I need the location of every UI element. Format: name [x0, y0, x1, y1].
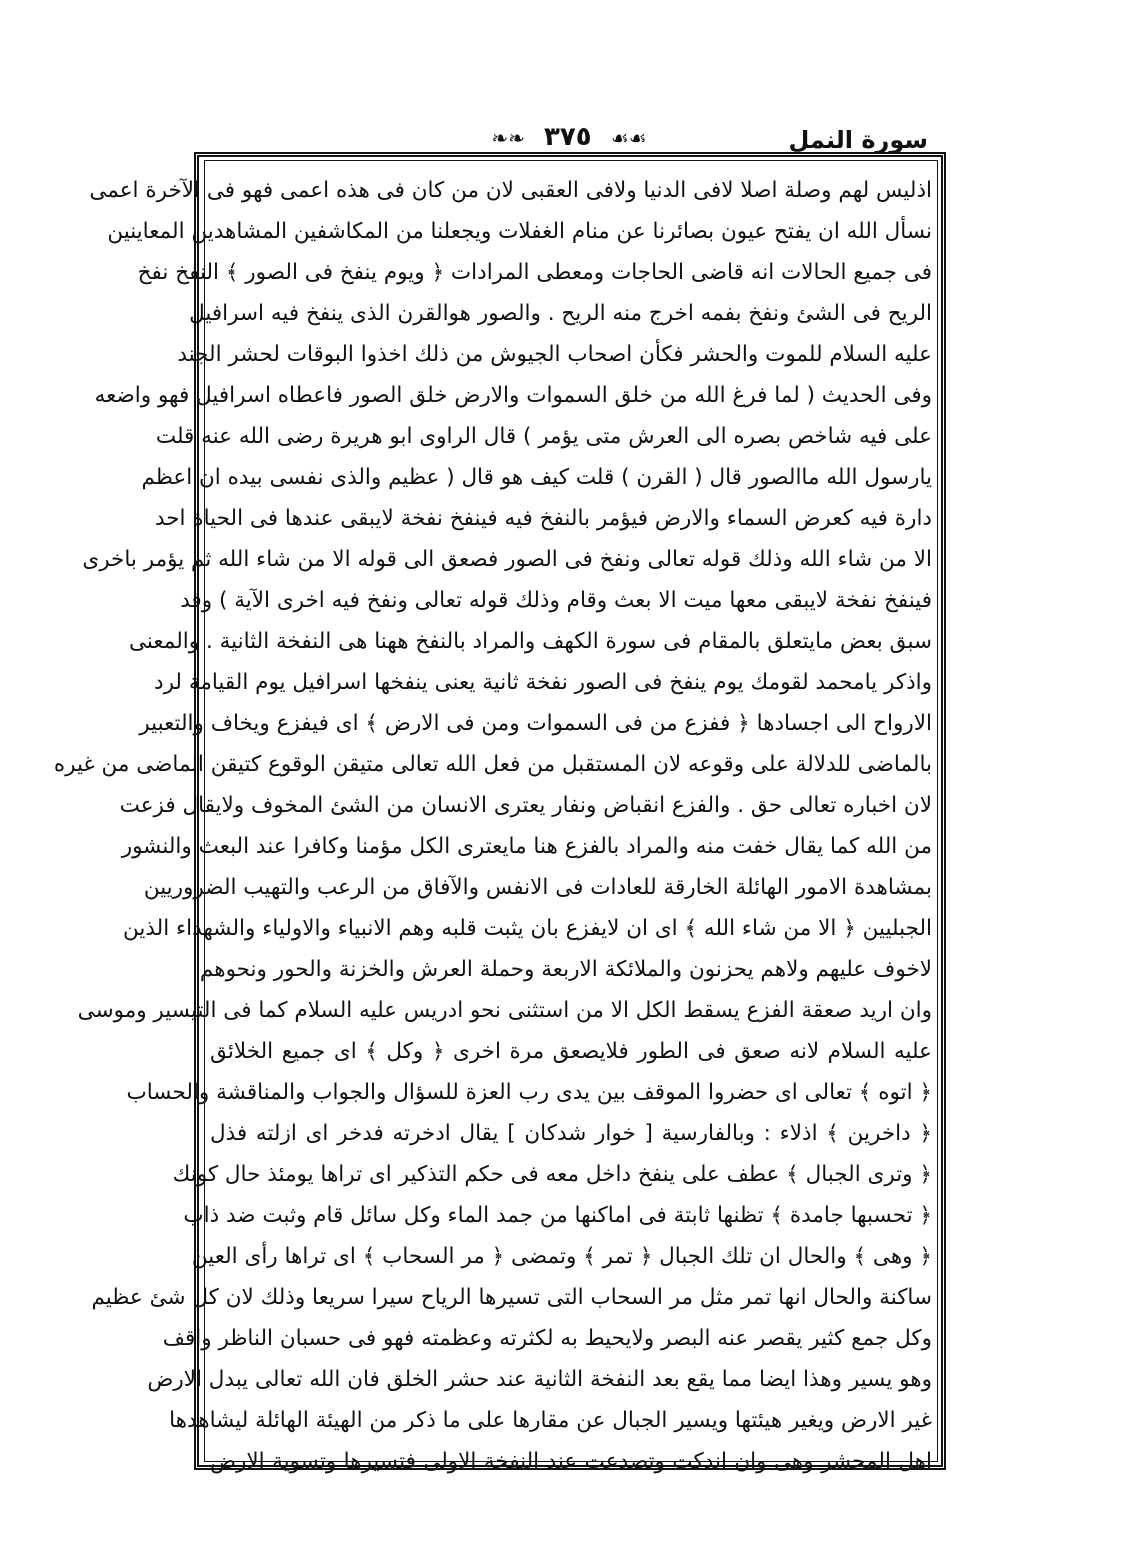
page-number-group	[491, 122, 646, 152]
text-line: على فيه شاخص بصره الى العرش متى يؤمر ) قال الراوى ابو هريرة رضى الله عنه قلت	[155, 424, 932, 449]
text-line: لاخوف عليهم ولاهم يحزنون والملائكة الاربعة وحملة العرش والخزنة والحور ونحوهم	[199, 957, 932, 982]
text-line: ﴿ وهى ﴾ والحال ان تلك الجبال ﴿ تمر ﴾ وتمضى ﴿ مر السحاب ﴾ اى تراها رأى العين	[191, 1244, 932, 1269]
text-line: اذليس لهم وصلة اصلا لافى الدنيا ولافى العقبى لان من كان فى هذه اعمى فهو فى الآخرة اعمى	[89, 178, 932, 203]
text-line: عليه السلام للموت والحشر فكأن اصحاب الجيوش من ذلك اخذوا البوقات لحشر الجند	[177, 342, 932, 367]
page-number: ٣٧٥	[544, 122, 592, 152]
text-line: وهو يسير وهذا ايضا مما يقع بعد النفخة الثانية عند حشر الخلق فان الله تعالى يبدل الارض	[147, 1367, 932, 1392]
text-line: ساكنة والحال انها تمر مثل مر السحاب التى تسيرها الرياح سيرا سريعا وذلك لان كل شئ عظيم	[91, 1285, 932, 1310]
ornament-left: ❧❧	[491, 126, 525, 150]
text-line: غير الارض ويغير هيئتها ويسير الجبال عن مقارها على ما ذكر من الهيئة الهائلة ليشاهدها	[169, 1408, 932, 1433]
text-line: الريح فى الشئ ونفخ بفمه اخرج منه الريح . والصور هوالقرن الذى ينفخ فيه اسرافيل	[189, 301, 932, 326]
text-line: دارة فيه كعرض السماء والارض فيؤمر بالنفخ فيه فينفخ نفخة لايبقى عندها فى الحياة احد	[154, 506, 932, 531]
text-line: ﴿ داخرين ﴾ اذلاء : وبالفارسية [ خوار شدكان ] يقال ادخرته فدخر اى ازلته فذل	[210, 1121, 932, 1146]
text-line: فى جميع الحالات انه قاضى الحاجات ومعطى المرادات ﴿ ويوم ينفخ فى الصور ﴾ النفخ نفخ	[137, 260, 932, 285]
text-line: بمشاهدة الامور الهائلة الخارقة للعادات فى الانفس والآفاق من الرعب والتهيب الضروريين	[143, 875, 932, 900]
text-line: واذكر يامحمد لقومك يوم ينفخ فى الصور نفخة ثانية يعنى ينفخها اسرافيل يوم القيامة لرد	[154, 670, 932, 695]
text-line: بالماضى للدلالة على وقوعه لان المستقبل من فعل الله تعالى متيقن الوقوع كتيقن الماضى من غيره	[53, 752, 932, 777]
text-line: وفى الحديث ( لما فرغ الله من خلق السموات والارض خلق الصور فاعطاه اسرافيل فهو واضعه	[94, 383, 932, 408]
surah-name: سورة النمل	[788, 126, 928, 154]
ornament-right: ☙☙	[610, 126, 647, 150]
text-line: وان اريد صعقة الفزع يسقط الكل الا من استثنى نحو ادريس عليه السلام كما فى التيسير وموسى	[77, 998, 932, 1023]
text-line: سبق بعض مايتعلق بالمقام فى سورة الكهف والمراد بالنفخ ههنا هى النفخة الثانية . والمعنى	[129, 629, 932, 654]
text-line: فينفخ نفخة لايبقى معها ميت الا بعث وقام وذلك قوله تعالى ونفخ فيه اخرى الآية ) وقد	[180, 588, 932, 613]
text-line: من الله كما يقال خفت منه والمراد بالفزع هنا مايعترى الكل مؤمنا وكافرا عند البعث والنشور	[121, 834, 932, 859]
text-line: ﴿ اتوه ﴾ تعالى اى حضروا الموقف بين يدى رب العزة للسؤال والجواب والمناقشة والحساب	[126, 1080, 932, 1105]
text-body	[53, 170, 932, 1482]
text-line: ﴿ تحسبها جامدة ﴾ تظنها ثابتة فى اماكنها من جمد الماء وكل سائل قام وثبت ضد ذاب	[183, 1203, 932, 1228]
text-line: يارسول الله ماالصور قال ( القرن ) قلت كيف هو قال ( عظيم والذى نفسى بيده ان اعظم	[141, 465, 932, 490]
text-line: نسأل الله ان يفتح عيون بصائرنا عن منام الغفلات ويجعلنا من المكاشفين المشاهدين المعاينين	[107, 219, 932, 244]
text-line: اهل المحشر وهى وان اندكت وتصدعت عند النفخة الاولى فتسيرها وتسوية الارض	[210, 1449, 932, 1474]
text-line: ﴿ وترى الجبال ﴾ عطف على ينفخ داخل معه فى حكم التذكير اى تراها يومئذ حال كونك	[172, 1162, 932, 1187]
text-line: لان اخباره تعالى حق . والفزع انقباض ونفار يعترى الانسان من الشئ المخوف ولايقال فزعت	[119, 793, 932, 818]
text-line: عليه السلام لانه صعق فى الطور فلايصعق مرة اخرى ﴿ وكل ﴾ اى جميع الخلائق	[210, 1039, 932, 1064]
text-line: الا من شاء الله وذلك قوله تعالى ونفخ فى الصور فصعق الى قوله الا من شاء الله ثم يؤمر باخرى	[82, 547, 932, 572]
text-line: الجبليين ﴿ الا من شاء الله ﴾ اى ان لايفزع بان يثبت قلبه وهم الانبياء والاولياء والشهداء الذين	[123, 916, 932, 941]
text-line: وكل جمع كثير يقصر عنه البصر ولايحيط به لكثرته وعظمته فهو فى حسبان الناظر واقف	[162, 1326, 932, 1351]
text-line: الارواح الى اجسادها ﴿ ففزع من فى السموات ومن فى الارض ﴾ اى فيفزع ويخاف والتعبير	[139, 711, 932, 736]
